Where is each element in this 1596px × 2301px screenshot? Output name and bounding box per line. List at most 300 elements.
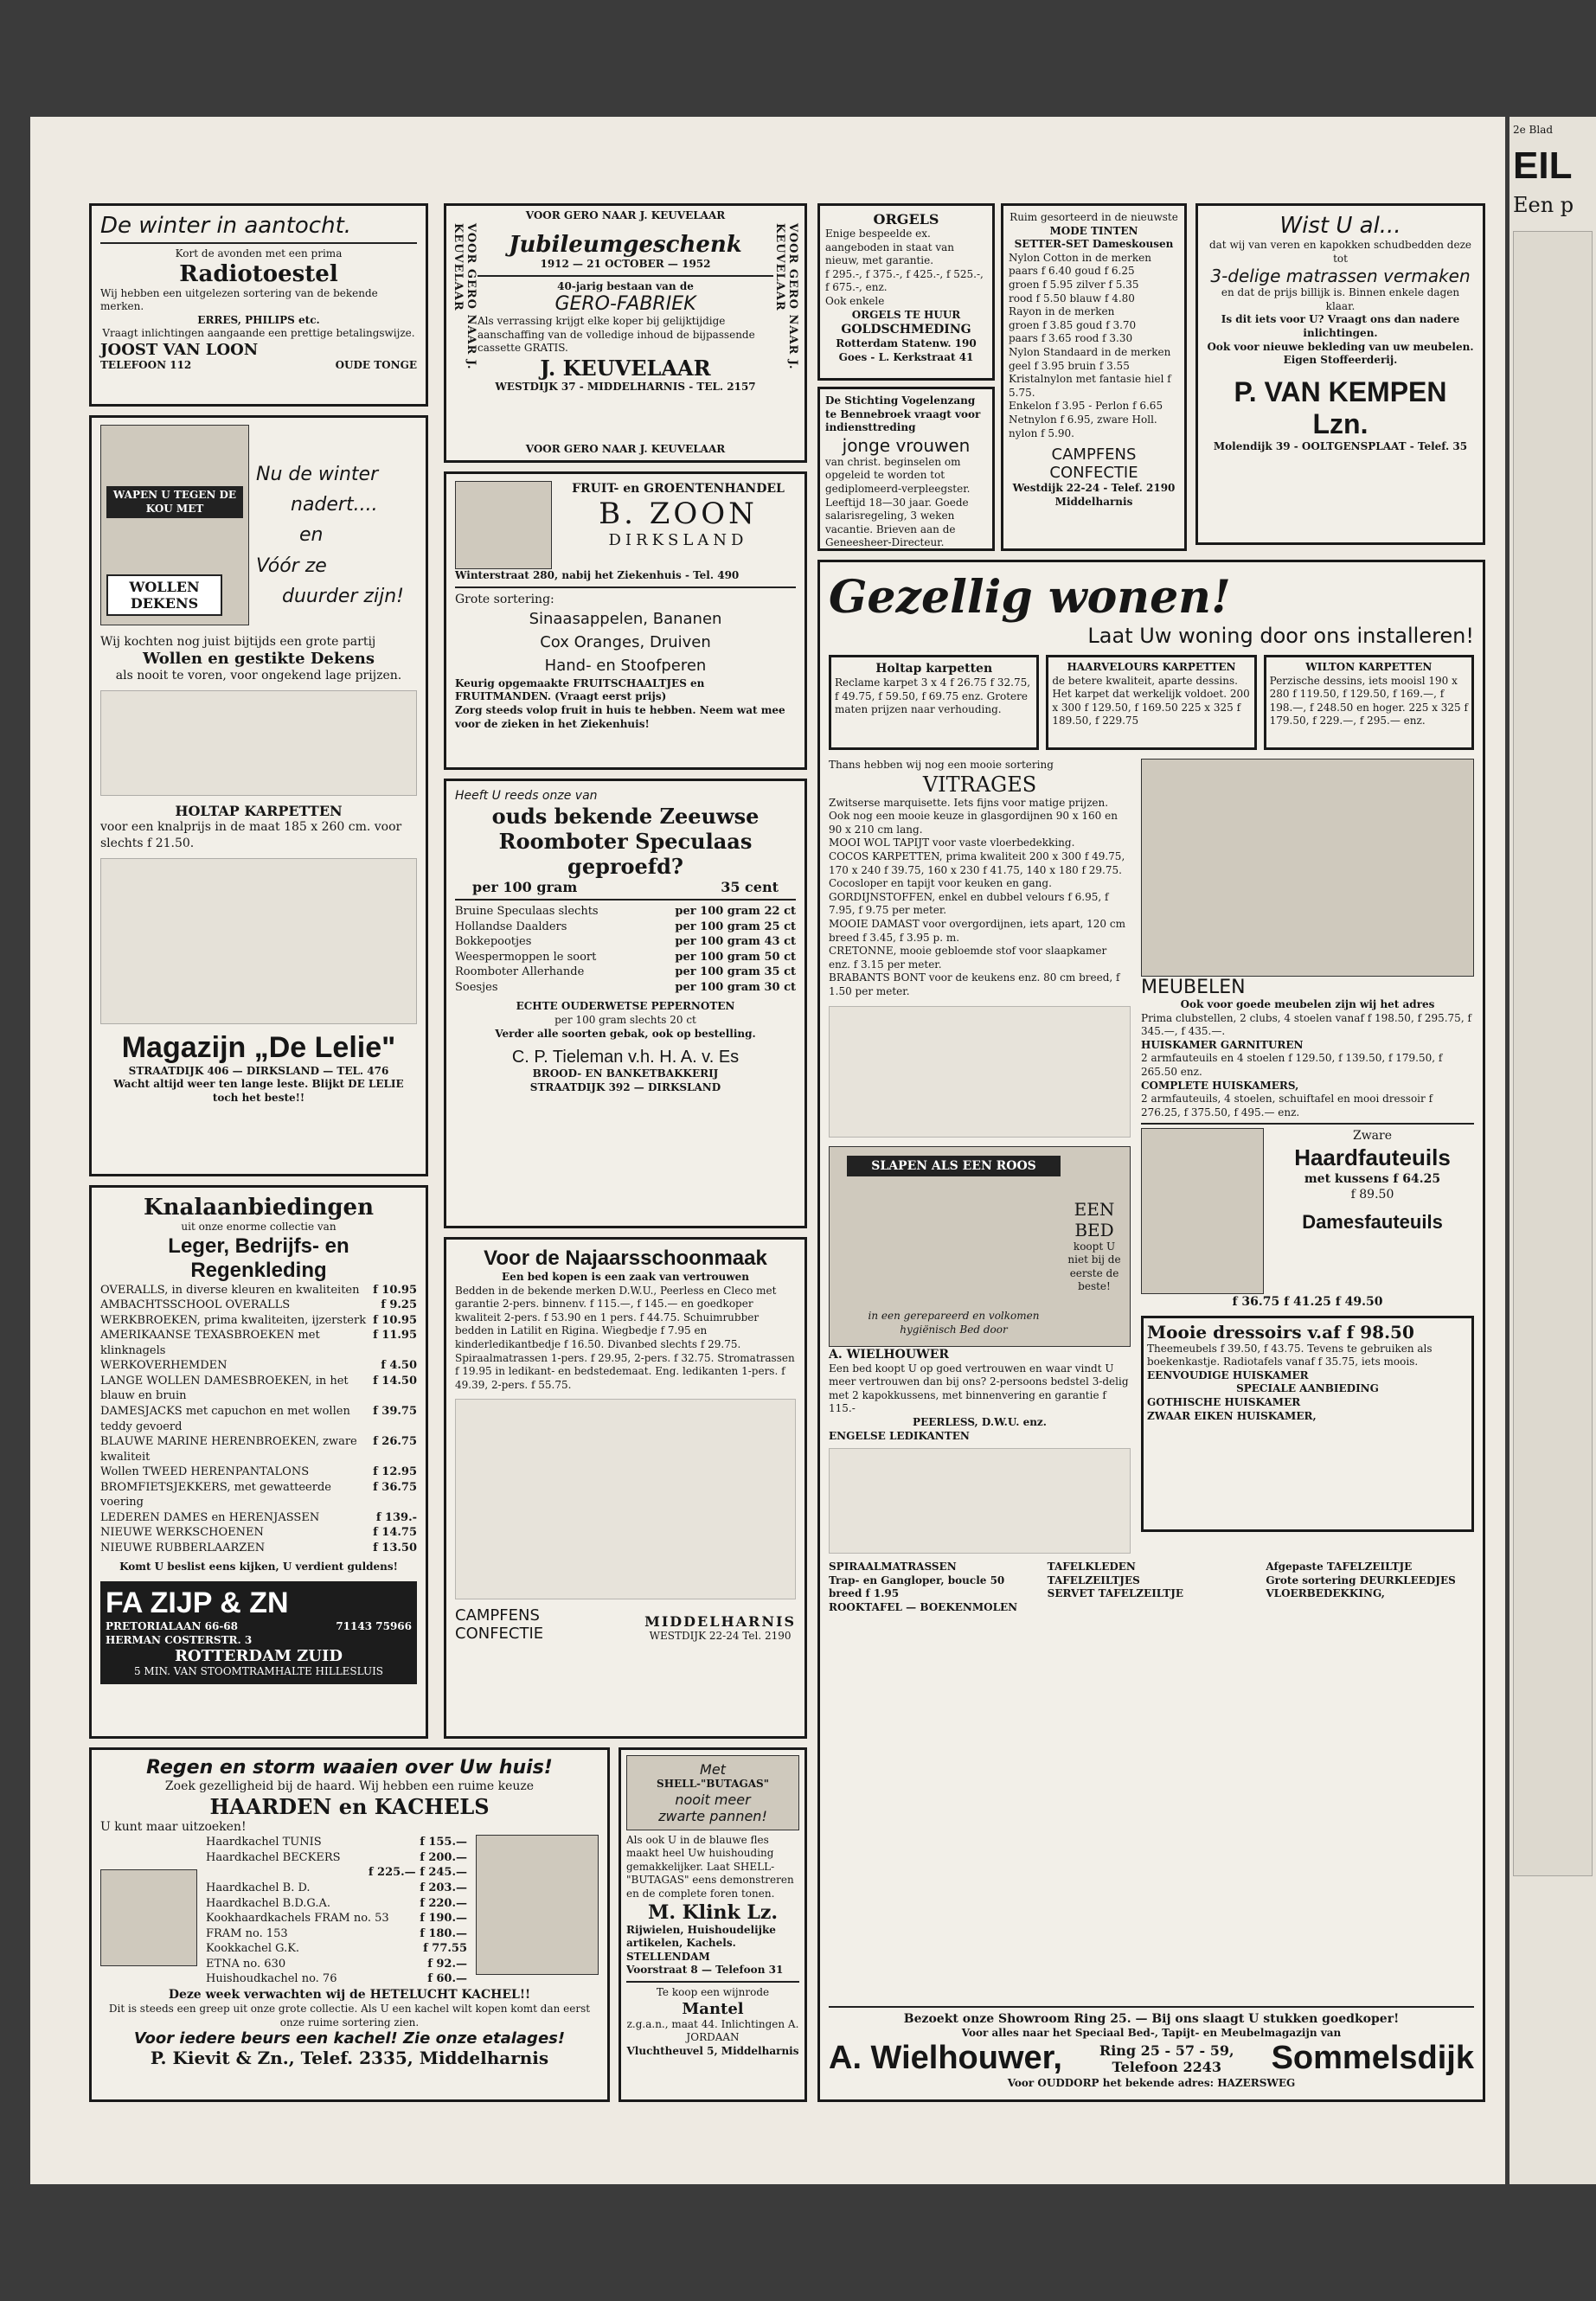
speculaas-price-label: per 100 gram	[472, 879, 578, 896]
kievit-item-price: f 60.—	[427, 1972, 467, 1986]
zoon-sort: Grote sortering:	[455, 592, 554, 606]
wiel-haard-price2: f 89.50	[1350, 1187, 1394, 1202]
dekens-ad	[89, 415, 428, 1176]
speculaas-note: Verder alle soorten gebak, ook op bestelling.	[495, 1027, 756, 1040]
knal-item-name: LEDEREN DAMES en HERENJASSEN	[100, 1510, 320, 1524]
kievit-sub: Zoek gezelligheid bij de haard. Wij hebben een ruime keuze	[164, 1779, 535, 1793]
najaar-shop: CAMPFENS CONFECTIE	[455, 1606, 544, 1644]
wiel-box2-title: HAARVELOURS KARPETTEN	[1067, 661, 1236, 673]
kievit-item	[206, 1881, 467, 1896]
mode-place: Middelharnis	[1054, 495, 1133, 508]
wiel-line: MOOIE DAMAST voor overgordijnen, iets apart, 120 cm breed f 3.45, f 3.95 p. m.	[829, 917, 1125, 944]
zijp-note: 5 MIN. VAN STOOMTRAMHALTE HILLESLUIS	[133, 1665, 384, 1678]
gero-years: 1912 — 21 OCTOBER — 1952	[540, 258, 711, 270]
speculaas-item	[455, 904, 796, 920]
speculaas-item	[455, 934, 796, 950]
kempen-title: Wist U al...	[1279, 213, 1401, 239]
orgels-shop: GOLDSCHMEDING	[841, 323, 971, 337]
knal-item	[100, 1404, 417, 1434]
zoon-name: B. ZOON	[599, 497, 758, 532]
speculaas-item	[455, 950, 796, 965]
speculaas-item-name: Soesjes	[455, 980, 498, 994]
kievit-item-name: Haardkachel TUNIS	[206, 1836, 322, 1849]
knal-item-name: NIEUWE RUBBERLAARZEN	[100, 1541, 266, 1554]
wiel-furn-t1: 2 armfauteuils en 4 stoelen f 129.50, f 139.50, f 179.50, f 265.50 enz.	[1141, 1052, 1443, 1078]
fireplace-illustration	[1141, 1128, 1264, 1294]
wiel-bottom-m1: TAFELKLEDEN	[1047, 1561, 1136, 1574]
mode-shop: CAMPFENS CONFECTIE	[1049, 445, 1138, 483]
kievit-item-price: f 77.55	[423, 1942, 467, 1956]
klink-item-addr: Vluchtheuvel 5, Middelharnis	[626, 2044, 799, 2057]
klink-badge3: nooit meer	[675, 1791, 751, 1808]
speculaas-item-price: per 100 gram 43 ct	[675, 935, 796, 949]
wiel-dress-h4: ZWAAR EIKEN HUISKAMER,	[1147, 1409, 1317, 1422]
kievit-item-name: Haardkachel B. D.	[206, 1881, 311, 1895]
kievit-item-price: f 92.—	[427, 1957, 467, 1971]
kievit-item-name: FRAM no. 153	[206, 1926, 288, 1940]
zijp-addr2: HERMAN COSTERSTR. 3	[106, 1633, 253, 1646]
mode-line: Netnylon f 6.95, zware Holl. nylon f 5.90.	[1009, 413, 1157, 439]
orgels-title: ORGELS	[873, 211, 939, 228]
vogel-title: jonge vrouwen	[842, 434, 971, 456]
dekens-karpet-heading: HOLTAP KARPETTEN	[175, 803, 343, 820]
kievit-item	[206, 1911, 467, 1926]
fruitbowl-illustration	[455, 481, 552, 569]
speculaas-item-price: per 100 gram 30 ct	[675, 980, 796, 994]
dekens-text-block	[100, 690, 417, 796]
stove-illustration-right	[476, 1835, 599, 1975]
kievit-item-name: Kookkachel G.K.	[206, 1942, 300, 1956]
radio-place: OUDE TONGE	[335, 358, 417, 371]
wiel-bottom-m2: TAFELZEILTJES	[1047, 1574, 1140, 1586]
klink-item: Mantel	[682, 1999, 744, 2018]
najaar-place: MIDDELHARNIS	[644, 1612, 796, 1630]
speculaas-item	[455, 980, 796, 996]
orgels-hire: ORGELS TE HUUR	[851, 308, 961, 321]
klink-address: Voorstraat 8 — Telefoon 31	[626, 1964, 784, 1977]
dekens-karpet-text: voor een knalprijs in de maat 185 x 260 cm. voor slechts f 21.50.	[100, 820, 402, 850]
mode-line: Kristalnylon met fantasie hiel f 5.75.	[1009, 373, 1171, 399]
najaar-title: Voor de Najaarsschoonmaak	[484, 1247, 767, 1270]
zoon-place: DIRKSLAND	[608, 531, 748, 550]
adjacent-page	[1509, 117, 1596, 2184]
knal-item	[100, 1374, 417, 1404]
kempen-text2: en dat de prijs billijk is. Binnen enkele dagen klaar.	[1221, 286, 1460, 312]
speculaas-item-name: Weespermoppen le soort	[455, 950, 597, 964]
knal-item-price: f 9.25	[381, 1298, 417, 1312]
dekens-intro: Wij kochten nog juist bijtijds een grote partij	[100, 635, 376, 649]
dekens-slogan4: Vóór ze	[256, 554, 327, 577]
kempen-address: Molendijk 39 - OOLTGENSPLAAT - Telef. 35	[1213, 439, 1468, 452]
vogel-text: De Stichting Vogelenzang te Bennebroek vraagt voor indiensttreding	[825, 394, 981, 434]
dekens-heading: Wollen en gestikte Dekens	[142, 650, 375, 669]
kievit-list	[206, 1835, 467, 1986]
klink-item-text: z.g.a.n., maat 44. Inlichtingen A. JORDAAN	[626, 2017, 799, 2044]
kievit-item-price: f 225.— f 245.—	[368, 1866, 467, 1880]
mode-line: groen f 3.85 goud f 3.70	[1009, 318, 1137, 331]
wiel-dress-h2: SPECIALE AANBIEDING	[1236, 1382, 1379, 1395]
knal-item-name: AMERIKAANSE TEXASBROEKEN met klinknagels	[100, 1329, 320, 1357]
wiel-ouddorp: Voor OUDDORP het bekende adres: HAZERSWEG	[1007, 2077, 1296, 2090]
wiel-bed-right1: EEN	[1074, 1198, 1115, 1220]
mode-line: geel f 3.95 bruin f 3.55	[1009, 359, 1130, 372]
knal-item-price: f 36.75	[373, 1480, 417, 1494]
knal-item-name: LANGE WOLLEN DAMESBROEKEN, in het blauw en bruin	[100, 1374, 349, 1403]
mode-line: paars f 3.65 rood f 3.30	[1009, 332, 1133, 345]
bed-illustration	[829, 1146, 1131, 1347]
wiel-vit-intro: Thans hebben wij nog een mooie sortering	[829, 759, 1054, 771]
wiel-headline: Gezellig wonen!	[829, 571, 1231, 624]
dekens-slogan1: Nu de winter	[256, 464, 379, 485]
zoon-address: Winterstraat 280, nabij het Ziekenhuis - Tel. 490	[455, 569, 740, 581]
radio-kicker: Kort de avonden met een prima	[175, 247, 343, 260]
kievit-item	[206, 1957, 467, 1972]
orgels-address: Rotterdam Statenw. 190 Goes - L. Kerkstraat 41	[836, 337, 977, 363]
kievit-item	[206, 1850, 467, 1866]
kempen-product: 3-delige matrassen vermaken	[1210, 266, 1471, 287]
wiel-line: BRABANTS BONT voor de keukens enz. 80 cm breed, f 1.50 per meter.	[829, 971, 1120, 997]
wiel-haard-price: met kussens f 64.25	[1304, 1171, 1441, 1186]
next-page-label: 2e Blad	[1513, 124, 1554, 136]
wiel-bed-right3: koopt U niet bij de eerste de beste!	[1067, 1240, 1121, 1293]
kempen-shop: P. VAN KEMPEN Lzn.	[1234, 375, 1447, 439]
kempen-text1: dat wij van veren en kapokken schudbedden deze tot	[1208, 239, 1472, 265]
speculaas-item-name: Bokkepootjes	[455, 935, 532, 949]
najaar-address: WESTDIJK 22-24 Tel. 2190	[649, 1629, 792, 1642]
kievit-item-price: f 155.—	[420, 1836, 467, 1849]
knal-item-price: f 10.95	[373, 1313, 417, 1327]
klink-koop: Te koop een wijnrode	[656, 1985, 770, 1998]
kievit-ad	[89, 1747, 610, 2102]
kievit-item-name: Kookhaardkachels FRAM no. 53	[206, 1912, 389, 1926]
speculaas-item	[455, 920, 796, 935]
zoon-type: FRUIT- en GROENTENHANDEL	[572, 482, 785, 496]
wiel-box3-title: WILTON KARPETTEN	[1305, 661, 1433, 673]
wiel-showroom: Bezoekt onze Showroom Ring 25. — Bij ons slaagt U stukken goedkoper!	[903, 2011, 1400, 2026]
knal-item-price: f 26.75	[373, 1435, 417, 1449]
mode-title: MODE TINTEN	[1049, 224, 1138, 237]
wiel-line: MOOI WOL TAPIJT voor vaste vloerbedekking.	[829, 836, 1075, 849]
speculaas-item-name: Hollandse Daalders	[455, 920, 567, 933]
kievit-choose: U kunt maar uitzoeken!	[100, 1820, 247, 1835]
dekens-slogan5: duurder zijn!	[282, 585, 404, 607]
wiel-haard-title: Haardfauteuils	[1294, 1144, 1451, 1170]
butagas-badge	[626, 1755, 799, 1830]
kievit-item-name: Haardkachel B.D.G.A.	[206, 1896, 330, 1910]
wiel-haard-pre: Zware	[1352, 1129, 1393, 1144]
gero-sub: 40-jarig bestaan van de	[557, 279, 694, 292]
mode-intro: Ruim gesorteerd in de nieuwste	[1010, 211, 1178, 223]
wiel-bed-l2: ENGELSE LEDIKANTEN	[829, 1429, 970, 1442]
wiel-furn-h2: COMPLETE HUISKAMERS,	[1141, 1079, 1299, 1092]
knal-item	[100, 1358, 417, 1374]
zoon-foot: Zorg steeds volop fruit in huis te hebben. Neem wat mee voor de zieken in het Ziekenhuis!	[455, 703, 785, 730]
wiel-bottom-r2: Grote sortering DEURKLEEDJES	[1266, 1574, 1456, 1586]
wiel-addr: Ring 25 - 57 - 59,	[1099, 2041, 1234, 2059]
mode-line: rood f 5.50 blauw f 4.80	[1009, 292, 1135, 304]
vogel-body: van christ. beginselen om opgeleid te worden tot gediplomeerd-verpleegster. Leeftijd 18—30 jaar. Goede salarisregeling, 3 weken vacantie. Brieven aan de Geneesheer-Directeur.	[825, 455, 971, 549]
klink-ad	[619, 1747, 807, 2102]
kievit-item-name: Huishoudkachel no. 76	[206, 1972, 337, 1986]
knal-item-price: f 139.-	[375, 1510, 417, 1524]
wiel-line: GORDIJNSTOFFEN, enkel en dubbel velours f 6.95, f 7.95, f 9.75 per meter.	[829, 890, 1109, 917]
klink-badge1: Met	[700, 1761, 726, 1778]
najaar-sub: Een bed kopen is een zaak van vertrouwen	[502, 1271, 749, 1283]
klink-place: STELLENDAM	[626, 1950, 710, 1963]
knal-item-name: Wollen TWEED HERENPANTALONS	[100, 1465, 310, 1479]
dekens-shop: Magazijn „De Lelie"	[121, 1030, 396, 1064]
wiel-lines	[829, 836, 1131, 998]
zoon-item2: Cox Oranges, Druiven	[540, 632, 711, 651]
wiel-furn-sub: Ook voor goede meubelen zijn wij het adres	[1180, 998, 1435, 1010]
dekens-address: STRAATDIJK 406 — DIRKSLAND — TEL. 476	[128, 1064, 389, 1077]
gero-brand: GERO-FABRIEK	[554, 293, 696, 316]
wiel-bottom-m3: SERVET TAFELZEILTJE	[1047, 1587, 1184, 1600]
knal-sub: uit onze enorme collectie van	[181, 1221, 337, 1233]
radio-shop: JOOST VAN LOON	[100, 340, 259, 359]
knal-item	[100, 1510, 417, 1526]
knal-item-price: f 12.95	[373, 1465, 417, 1479]
wiel-bottom-l2: Trap- en Gangloper, boucle 50 breed f 1.95	[829, 1574, 1005, 1600]
kievit-item-name: ETNA no. 630	[206, 1957, 286, 1971]
wiel-box3-text: Perzische dessins, iets mooisl 190 x 280 f 119.50, f 129.50, f 169.—, f 198.—, f 248.50 en hoger. 225 x 325 f 179.50, f 229.—, f 295.— enz.	[1269, 674, 1468, 727]
wiel-dress-title: Mooie dressoirs v.af f 98.50	[1147, 1321, 1414, 1343]
radio-line2: Vraagt inlichtingen aangaande een prettige betalingswijze.	[102, 327, 415, 340]
zijp-city: ROTTERDAM ZUID	[174, 1647, 343, 1666]
knal-item	[100, 1525, 417, 1541]
speculaas-item-price: per 100 gram 35 ct	[675, 965, 796, 979]
zoon-item1: Sinaasappelen, Bananen	[529, 609, 722, 628]
gero-address: WESTDIJK 37 - MIDDELHARNIS - TEL. 2157	[495, 380, 756, 393]
knal-item-name: WERKBROEKEN, prima kwaliteiten, ijzersterk	[100, 1313, 367, 1327]
orgels-ad	[817, 203, 995, 381]
newspaper-page	[30, 117, 1505, 2184]
snowman-illustration	[100, 425, 249, 625]
knal-head: Leger, Bedrijfs- en Regenkleding	[168, 1234, 349, 1282]
radio-title: De winter in aantocht.	[100, 213, 352, 239]
knal-item	[100, 1328, 417, 1358]
knal-item-name: WERKOVERHEMDEN	[100, 1359, 228, 1373]
knal-item	[100, 1434, 417, 1465]
speculaas-shop-type: BROOD- EN BANKETBAKKERIJ	[532, 1067, 719, 1080]
klink-text: Als ook U in de blauwe fles maakt heel Uw huishouding gemakkelijker. Laat SHELL-"BUTAGAS" eens demonstreren en de complete foren tonen.	[626, 1833, 794, 1900]
wiel-vit-title: VITRAGES	[922, 772, 1037, 797]
kievit-item	[206, 1835, 467, 1850]
kievit-text: Dit is steeds een greep uit onze grote collectie. Als U een kachel wilt kopen komt dan eerst onze ruime sortering zien.	[108, 2003, 591, 2029]
knal-item	[100, 1465, 417, 1480]
speculaas-item-name: Bruine Speculaas slechts	[455, 905, 599, 919]
kievit-item-price: f 190.—	[420, 1912, 467, 1926]
klink-shop: M. Klink Lz.	[647, 1900, 779, 1924]
speculaas-item-name: Roomboter Allerhande	[455, 965, 585, 979]
speculaas-item-price: per 100 gram 50 ct	[675, 950, 796, 964]
speculaas-address: STRAATDIJK 392 — DIRKSLAND	[529, 1080, 721, 1093]
kievit-week: Deze week verwachten wij de HETELUCHT KACHEL!!	[168, 1987, 531, 2002]
knal-item-price: f 13.50	[373, 1541, 417, 1554]
mode-sub: SETTER-SET Dameskousen	[1014, 238, 1174, 251]
wiel-vit-text: Zwitserse marquisette. Iets fijns voor matige prijzen. Ook nog een mooie keuze in glasgordijnen 90 x 160 en 90 x 210 cm lang.	[829, 796, 1118, 836]
speculaas-price: 35 cent	[721, 879, 779, 896]
speculaas-list	[455, 904, 796, 995]
mode-line: Nylon Cotton in de merken	[1009, 251, 1151, 264]
wiel-dames-prices: f 36.75 f 41.25 f 49.50	[1232, 1295, 1383, 1310]
radio-line1: Wij hebben een uitgelezen sortering van de bekende merken.	[100, 286, 378, 313]
wiel-bottom-l1: SPIRAALMATRASSEN	[829, 1561, 957, 1574]
speculaas-item-price: per 100 gram 22 ct	[675, 905, 796, 919]
knal-item-price: f 11.95	[373, 1329, 417, 1343]
kempen-q: Is dit iets voor U? Vraagt ons dan nadere inlichtingen.	[1221, 313, 1460, 339]
stove-illustration-left	[100, 1869, 197, 1966]
knal-item	[100, 1313, 417, 1329]
wiel-bed-text-block	[829, 1448, 1131, 1554]
wiel-furn-h1: HUISKAMER GARNITUREN	[1141, 1038, 1304, 1051]
mode-line: Nylon Standaard in de merken	[1009, 345, 1171, 358]
knal-item	[100, 1298, 417, 1313]
gero-banner-left: VOOR GERO NAAR J. KEUVELAAR	[452, 223, 478, 370]
wiel-bottom-r3: VLOERBEDEKKING,	[1266, 1587, 1385, 1600]
wiel-shop: A. Wielhouwer,	[829, 2040, 1062, 2077]
mode-list	[1009, 252, 1179, 440]
wiel-dames-title: Damesfauteuils	[1302, 1210, 1443, 1233]
gero-banner-top: VOOR GERO NAAR J. KEUVELAAR	[525, 209, 726, 221]
knal-item-price: f 10.95	[373, 1283, 417, 1297]
next-page-text	[1513, 231, 1593, 1876]
radio-ad	[89, 203, 428, 407]
zoon-star: Keurig opgemaakte FRUITSCHAALTJES en FRUITMANDEN. (Vraagt eerst prijs)	[455, 676, 705, 703]
zijp-tel: 71143 75966	[336, 1620, 412, 1633]
knal-item-name: BROMFIETSJEKKERS, met gewatteerde voering	[100, 1480, 331, 1509]
wiel-dress-h1: EENVOUDIGE HUISKAMER	[1147, 1368, 1309, 1381]
zijp-addr1: PRETORIALAAN 66-68	[106, 1620, 239, 1633]
gero-ad	[444, 203, 807, 463]
wiel-text-block	[829, 1006, 1131, 1138]
wiel-bed-shop: A. WIELHOUWER	[829, 1347, 950, 1362]
mode-line: paars f 6.40 goud f 6.25	[1009, 265, 1135, 278]
knal-item	[100, 1541, 417, 1556]
gero-title: Jubileumgeschenk	[509, 232, 742, 258]
knal-item-price: f 14.75	[373, 1526, 417, 1540]
najaar-text: Bedden in de bekende merken D.W.U., Peerless en Cleco met garantie 2-pers. binnenv. f 115.—, f 145.— en goedkoper kwaliteit 2-pers. f 53.90 en 1 pers. f 44.75. Schuimrubber bedden in Latilit en Rigina. Wiegbedje f 7.95 en kinderledikantbedje f 16.50. Divanbed slechts f 29.75. Spiraalmatrassen 1-pers. f 29.95, 2-pers. f 32.75. Stromatrassen f 19.95 in ledikant- en bedstedemaat. Eng. ledikanten 1-pers. f 49.39, 2-pers. f 55.75.	[455, 1284, 795, 1391]
klink-badge4: zwarte pannen!	[658, 1807, 767, 1824]
knal-list	[100, 1283, 417, 1556]
wiel-bed-text: Een bed koopt U op goed vertrouwen en waar vindt U meer vertrouwen dan bij ons? 2-persoons bedstel 3-delig met 2 kapokkussens, met binnenvering en garantie f 115.-	[829, 1362, 1129, 1415]
klink-badge2: SHELL-"BUTAGAS"	[657, 1778, 769, 1790]
dekens-sub: als nooit te voren, voor ongekend lage prijzen.	[115, 669, 402, 683]
dekens-badge1: WAPEN U TEGEN DE KOU MET	[106, 486, 243, 518]
mode-address: Westdijk 22-24 - Telef. 2190	[1012, 482, 1176, 495]
kievit-item	[206, 1971, 467, 1987]
zoon-item3: Hand- en Stoofperen	[544, 656, 707, 675]
knal-item-name: BLAUWE MARINE HERENBROEKEN, zware kwaliteit	[100, 1435, 357, 1464]
kievit-item-name: Haardkachel BECKERS	[206, 1850, 341, 1864]
wiel-tel: Telefoon 2243	[1112, 2058, 1221, 2075]
orgels-prices: f 295.-, f 375.-, f 425.-, f 525.-, f 675.-, enz.	[825, 267, 984, 294]
dekens-price-block	[100, 858, 417, 1024]
kievit-item	[206, 1865, 467, 1881]
speculaas-item	[455, 965, 796, 980]
speculaas-special: ECHTE OUDERWETSE PEPERNOTEN	[516, 1000, 735, 1013]
zijp-logo	[100, 1581, 417, 1684]
wiel-dress-h3: GOTHISCHE HUISKAMER	[1147, 1395, 1301, 1408]
najaar-ad	[444, 1237, 807, 1739]
wiel-bed-badge: SLAPEN ALS EEN ROOS	[847, 1156, 1061, 1176]
kievit-slogan: Voor iedere beurs een kachel! Zie onze etalages!	[133, 2029, 566, 2048]
orgels-also: Ook enkele	[825, 294, 885, 307]
knal-item-name: AMBACHTSSCHOOL OVERALLS	[100, 1298, 291, 1312]
furniture-photo	[1141, 759, 1474, 977]
kempen-own: Eigen Stoffeerderij.	[1283, 354, 1398, 367]
mode-line: Rayon in de merken	[1009, 305, 1115, 318]
kievit-head: HAARDEN en KACHELS	[209, 1794, 490, 1820]
wiel-line: COCOS KARPETTEN, prima kwaliteit 200 x 300 f 49.75, 170 x 240 f 39.75, 160 x 230 f 41.75, 140 x 180 f 29.75.	[829, 849, 1125, 876]
speculaas-special-price: per 100 gram slechts 20 ct	[554, 1014, 696, 1027]
kievit-item	[206, 1926, 467, 1942]
wiel-bed-l1: PEERLESS, D.W.U. enz.	[913, 1416, 1047, 1429]
wiel-furn-title: MEUBELEN	[1141, 977, 1246, 998]
knal-item-name: OVERALLS, in diverse kleuren en kwaliteiten	[100, 1283, 360, 1297]
kievit-item	[206, 1941, 467, 1957]
wiel-furn-text: Prima clubstellen, 2 clubs, 4 stoelen vanaf f 198.50, f 295.75, f 345.—, f 435.—.	[1141, 1011, 1471, 1038]
kievit-title: Regen en storm waaien over Uw huis!	[146, 1757, 553, 1779]
kempen-ad	[1195, 203, 1485, 545]
wiel-bed-slogan: in een gerepareerd en volkomen hygiënisch Bed door	[868, 1310, 1040, 1336]
knal-title: Knalaanbiedingen	[143, 1195, 374, 1221]
gero-text: Als verrassing krijgt elke koper bij gelijktijdige aanschaffing van de volledige inhoud de bijpassende cassette GRATIS.	[478, 315, 755, 355]
vogel-ad	[817, 387, 995, 551]
zijp-logo-text: FA ZIJP & ZN	[106, 1586, 289, 1620]
wiel-voor: Voor alles naar het Speciaal Bed-, Tapijt- en Meubelmagazijn van	[961, 2026, 1342, 2039]
radio-product: Radiotoestel	[179, 260, 338, 287]
zoon-ad	[444, 471, 807, 770]
gero-banner-right: VOOR GERO NAAR J. KEUVELAAR	[773, 223, 799, 370]
kievit-item	[206, 1896, 467, 1912]
wiel-sub: Laat Uw woning door ons installeren!	[1087, 624, 1474, 648]
wiel-line: Cocosloper en tapijt voor keuken en gang.	[829, 877, 1052, 890]
speculaas-intro: Heeft U reeds onze van	[455, 789, 598, 803]
gero-banner-bottom: VOOR GERO NAAR J. KEUVELAAR	[525, 443, 726, 456]
wiel-bottom-r1: Afgepaste TAFELZEILTJE	[1266, 1561, 1413, 1574]
dekens-badge2: WOLLEN DEKENS	[106, 574, 222, 616]
knal-item-name: NIEUWE WERKSCHOENEN	[100, 1526, 264, 1540]
knal-ad	[89, 1185, 428, 1739]
wiel-furn-t2: 2 armfauteuils, 4 stoelen, schuiftafel en mooi dressoir f 276.25, f 375.50, f 495.— enz.	[1141, 1093, 1433, 1118]
speculaas-ad	[444, 779, 807, 1228]
gero-shop: J. KEUVELAAR	[540, 355, 711, 381]
wiel-box2-text: de betere kwaliteit, aparte dessins. Het karpet dat werkelijk voldoet. 200 x 300 f 129.50, f 169.50 225 x 325 f 189.50, f 229.75	[1052, 674, 1250, 727]
wiel-box1-text: Reclame karpet 3 x 4 f 26.75 f 32.75, f 49.75, f 59.50, f 69.75 enz. Grotere maten prijzen naar verhouding.	[835, 676, 1031, 716]
kempen-also: Ook voor nieuwe bekleding van uw meubelen.	[1207, 340, 1474, 353]
wiel-bottom-l3: ROOKTAFEL — BOEKENMOLEN	[829, 1601, 1018, 1614]
dekens-foot: Wacht altijd weer ten lange leste. Blijkt DE LELIE toch het beste!!	[113, 1078, 404, 1104]
wiel-dress-text: Theemeubels f 39.50, f 43.75. Tevens te gebruiken als boekenkastje. Radiotafels vanaf f 35.75, iets moois.	[1147, 1342, 1433, 1368]
speculaas-shop: C. P. Tieleman v.h. H. A. v. Es	[511, 1048, 740, 1067]
mode-ad	[1001, 203, 1187, 551]
kievit-item-price: f 200.—	[420, 1850, 467, 1864]
kievit-shop: P. Kievit & Zn., Telef. 2335, Middelharnis	[150, 2048, 549, 2069]
dekens-slogan3: en	[299, 524, 324, 547]
knal-item-price: f 39.75	[373, 1404, 417, 1418]
wiel-box1-title: Holtap karpetten	[875, 662, 993, 676]
radio-phone: TELEFOON 112	[100, 358, 192, 371]
knal-item-price: f 4.50	[381, 1359, 417, 1373]
next-page-headline: EIL	[1513, 144, 1573, 187]
orgels-text: Enige bespeelde ex. aangeboden in staat van nieuw, met garantie.	[825, 228, 955, 267]
kievit-item-price: f 220.—	[420, 1896, 467, 1910]
mode-line: groen f 5.95 zilver f 5.35	[1009, 278, 1139, 291]
wiel-city: Sommelsdijk	[1271, 2040, 1474, 2077]
knal-item	[100, 1283, 417, 1298]
kievit-item-price: f 180.—	[420, 1926, 467, 1940]
